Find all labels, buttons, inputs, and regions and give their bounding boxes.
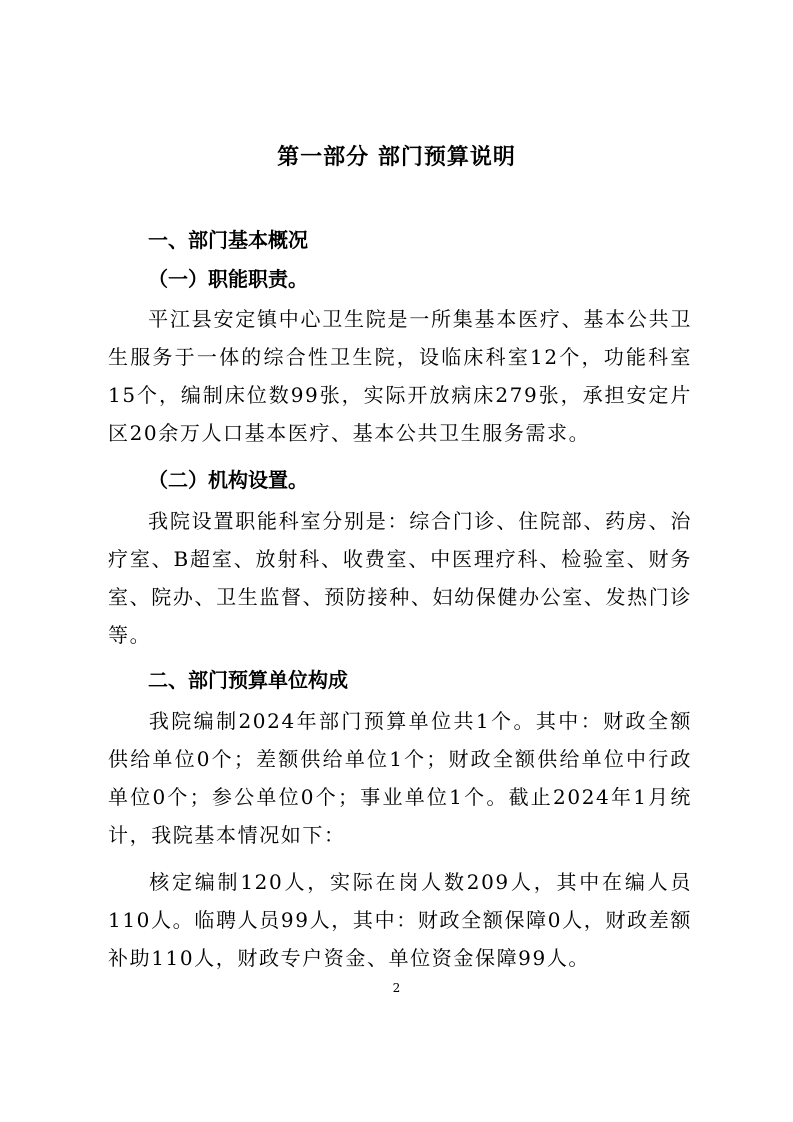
- paragraph-budget-units-text: 我院编制2024年部门预算单位共1个。其中：财政全额供给单位0个；差额供给单位1个；财政全额供给单位中行政单位0个；参公单位0个；事业单位1个。截止2024年1月统计，我院基本情况如下：: [108, 709, 692, 847]
- paragraph-staffing-text: 核定编制120人，实际在岗人数209人，其中在编人员110人。临聘人员99人，其中：财政全额保障0人，财政差额补助110人，财政专户资金、单位资金保障99人。: [108, 870, 692, 970]
- section-heading-budget-units: 二、部门预算单位构成: [148, 668, 348, 692]
- section-heading-basic-overview: 一、部门基本概况: [148, 228, 308, 252]
- page-number: 2: [392, 981, 401, 995]
- subsection-heading-functions: （一）职能职责。: [148, 267, 308, 291]
- paragraph-staffing: [108, 863, 692, 977]
- paragraph-budget-units: [108, 702, 692, 854]
- page-title: 第一部分 部门预算说明: [277, 145, 516, 170]
- subsection-heading-organization: （二）机构设置。: [148, 468, 308, 492]
- paragraph-organization-text: 我院设置职能科室分别是：综合门诊、住院部、药房、治疗室、B超室、放射科、收费室、中医理疗科、检验室、财务室、院办、卫生监督、预防接种、妇幼保健办公室、发热门诊等。: [108, 509, 692, 647]
- paragraph-functions-text: 平江县安定镇中心卫生院是一所集基本医疗、基本公共卫生服务于一体的综合性卫生院，设临床科室12个，功能科室15个，编制床位数99张，实际开放病床279张，承担安定片区20余万人口基本医疗、基本公共卫生服务需求。: [108, 307, 692, 445]
- paragraph-organization: [108, 502, 692, 654]
- paragraph-functions: [108, 300, 692, 452]
